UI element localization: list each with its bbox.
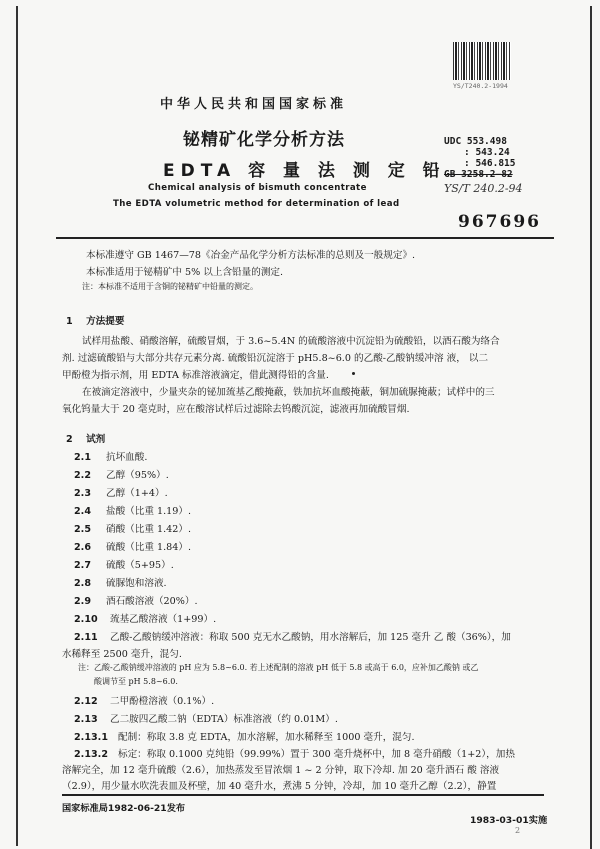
reagent-item-2-13-2-cont2: （2.9），用少量水吹洗表皿及杯壁，加 40 毫升水，煮沸 5 分钟，冷却，加 10 毫升乙醇（2.2），静置 [62,781,497,792]
reagent-item-2-12: 2.12 二甲酚橙溶液（0.1%）. [74,696,215,707]
speck-mark [352,372,355,375]
reagent-item: 2.8 硫脲饱和溶液. [74,578,167,589]
section1-heading [66,313,124,327]
title-cn-line2: EDTA 容 量 法 测 定 铅 [163,161,446,181]
section1-number: 1 [66,316,73,327]
barcode-icon [453,42,511,80]
header-divider [56,237,554,239]
reagent-item: 2.1 抗坏血酸. [74,452,148,463]
barcode-label: YS/T240.2-1994 [453,82,508,90]
barcode-stamp [453,42,513,94]
s1-p1-line1: 试样用盐酸、硝酸溶解，硫酸冒烟，于 3.6~5.4N 的硫酸溶液中沉淀铅为硫酸铅，以酒石酸为络合 [82,336,500,347]
buffer-note-line2: 酸调节至 pH 5.8~6.0. [94,677,178,686]
footer-divider [62,794,544,796]
intro-note: 注：本标准不适用于含铜的铋精矿中铅量的测定。 [82,282,258,291]
reagent-item-2-13-2: 2.13.2 标定：称取 0.1000 克纯铅（99.99%）置于 300 毫升烧杯中，加 8 毫升硝酸（1+2），加热 [74,749,515,760]
s1-p2-line2: 氧化钨量大于 20 毫克时，应在酸溶试样后过滤除去钨酸沉淀，滤液再加硫酸冒烟. [62,404,410,415]
udc-block [444,136,515,169]
reagent-item: 2.7 硫酸（5+95）. [74,560,174,571]
reagent-item: 2.10 巯基乙酸溶液（1+99）. [74,614,217,625]
section2-heading [66,431,105,445]
reagent-item-2-13-1: 2.13.1 配制：称取 3.8 克 EDTA，加水溶解，加水稀释至 1000 毫升，混匀. [74,732,415,743]
title-en-line1: Chemical analysis of bismuth concentrate [148,183,367,193]
intro-line1: 本标准遵守 GB 1467—78《冶金产品化学分析方法标准的总则及一般规定》. [86,250,416,261]
title-cn-line1: 铋精矿化学分析方法 [183,130,345,150]
section1-title: 方法提要 [86,316,125,327]
reagent-item-2-13: 2.13 乙二胺四乙酸二钠（EDTA）标准溶液（约 0.01M）. [74,714,338,725]
reagent-item: 2.6 硫酸（比重 1.84）. [74,542,192,553]
reagent-item-2-11: 2.11 乙酸-乙酸钠缓冲溶液：称取 500 克无水乙酸钠，用水溶解后，加 125 毫升 乙 酸（36%），加 [74,632,511,643]
issue-date: 国家标准局1982-06-21发布 [62,803,186,814]
section2-number: 2 [66,434,73,445]
intro-line2: 本标准适用于铋精矿中 5% 以上含铅量的测定. [86,267,284,278]
page-border-right [590,6,592,849]
buffer-note-line1: 注：乙酸-乙酸钠缓冲溶液的 pH 应为 5.8~6.0. 若上述配制的溶液 pH 低于 5.8 或高于 6.0，应补加乙酸钠 或乙 [78,663,479,672]
effective-date: 1983-03-01实施 [470,815,548,826]
page-border-left [16,6,18,846]
reagent-item: 2.4 盐酸（比重 1.19）. [74,506,192,517]
section2-title: 试剂 [86,434,106,445]
reagent-item: 2.9 酒石酸溶液（20%）. [74,596,198,607]
superseded-gb-number: GB 3258.2—82 [444,169,513,180]
page-mark: 2 [515,826,521,835]
s1-p1-line3: 甲酚橙为指示剂，用 EDTA 标准溶液滴定，借此测得铅的含量. [62,370,329,381]
udc-line3: : 546.815 [464,158,516,169]
reagent-item: 2.3 乙醇（1+4）. [74,488,168,499]
udc-line2: : 543.24 [464,147,510,158]
title-en-line2: The EDTA volumetric method for determination of lead [113,199,400,209]
s1-p1-line2: 剂. 过滤硫酸铅与大部分共存元素分离. 硫酸铅沉淀溶于 pH5.8~6.0 的乙酸-乙酸钠缓冲溶 液， 以二 [62,353,489,364]
reagent-item-2-13-2-cont1: 溶解完全，加 12 毫升硫酸（2.6），加热蒸发至冒浓烟 1 ~ 2 分钟，取下冷却. 加 20 毫升酒石 酸 溶液 [62,765,500,776]
document-number: 967696 [458,212,541,232]
reagent-item-2-11-cont: 水稀释至 2500 毫升，混匀. [62,649,182,660]
reagent-item: 2.5 硝酸（比重 1.42）. [74,524,192,535]
national-standard-heading: 中华人民共和国国家标准 [160,97,348,112]
reagent-item: 2.2 乙醇（95%）. [74,470,169,481]
udc-label: UDC 553.498 [444,136,507,147]
handwritten-ys-number: YS/T 240.2-94 [444,182,523,195]
s1-p2-line1: 在被滴定溶液中，少量夹杂的铋加巯基乙酸掩蔽，铁加抗坏血酸掩蔽，铜加硫脲掩蔽；试样中的三 [82,387,495,398]
